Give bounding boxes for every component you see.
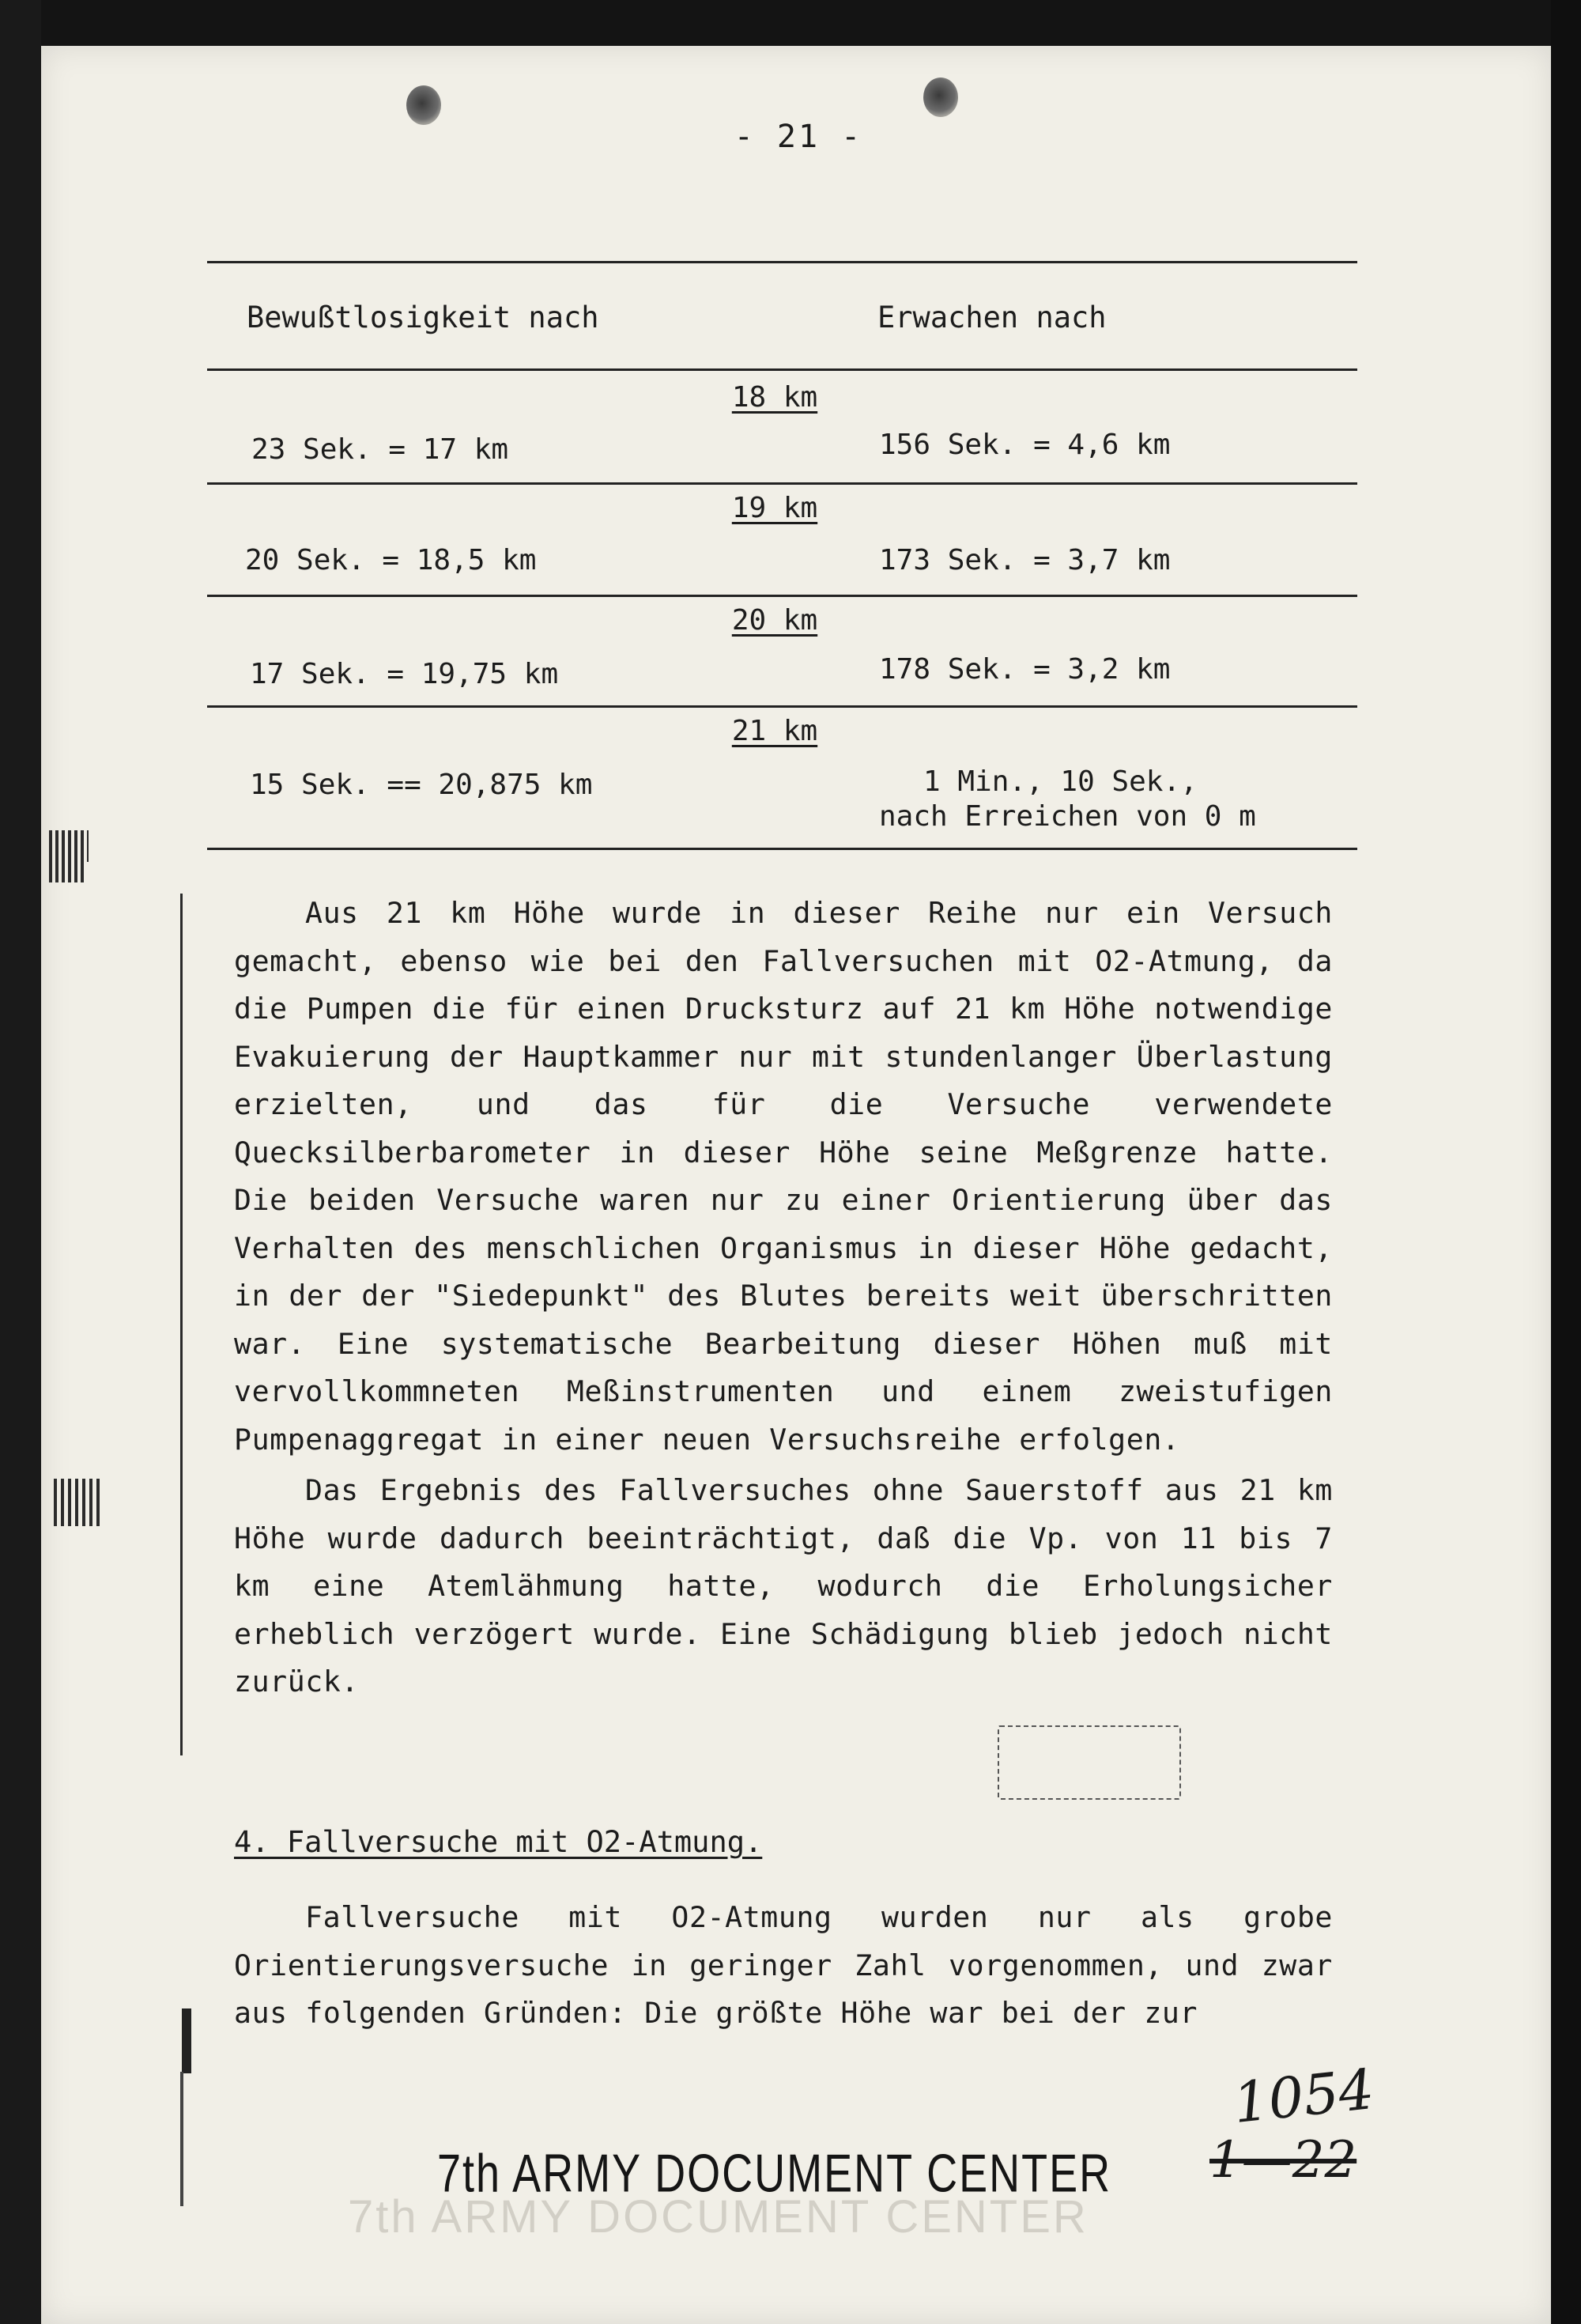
row-20km-unconscious: 17 Sek. = 19,75 km [250, 658, 559, 690]
margin-scratch-1 [49, 830, 89, 862]
binder-right [1551, 0, 1581, 2324]
row-21km-unconscious: 15 Sek. == 20,875 km [250, 769, 593, 801]
margin-bracket [180, 894, 183, 1755]
row-20km-awake: 178 Sek. = 3,2 km [879, 653, 1171, 686]
altitude-20km: 20 km [731, 604, 818, 637]
section-heading: 4. Fallversuche mit O2-Atmung. [234, 1825, 763, 1859]
margin-scratch-2 [49, 862, 85, 882]
row-18km-unconscious: 23 Sek. = 17 km [251, 433, 509, 466]
altitude-21km: 21 km [731, 715, 818, 747]
paragraph-result: Das Ergebnis des Fallversuches ohne Sauerstoff aus 21 km Höhe wurde dadurch beeinträchtigt, daß die Vp. von 11 bis 7 km eine Atemlähmung hatte, wodurch die Erholungsicher erheblich verzögert wurde. Eine Schädigung blieb jedoch nicht zurück. [234, 1473, 1333, 1699]
margin-line [180, 2072, 183, 2206]
row-18km-awake: 156 Sek. = 4,6 km [879, 429, 1171, 461]
row-19km-unconscious: 20 Sek. = 18,5 km [245, 544, 537, 576]
binder-left [0, 0, 41, 2324]
header-unconsciousness: Bewußtlosigkeit nach [247, 300, 599, 334]
row-19km-awake: 173 Sek. = 3,7 km [879, 544, 1171, 576]
margin-bar [182, 2008, 191, 2073]
punch-hole-left [406, 85, 441, 125]
margin-scratch-3 [54, 1479, 101, 1526]
page-number: - 21 - [734, 119, 863, 155]
table-header-rule [207, 368, 1357, 371]
altitude-18km: 18 km [731, 381, 818, 414]
body-text-block [234, 890, 1333, 1706]
header-awakening: Erwachen nach [877, 300, 1107, 334]
paragraph-pressure-drop: Aus 21 km Höhe wurde in dieser Reihe nur ein Versuch gemacht, ebenso wie bei den Fallversuchen mit O2-Atmung, da die Pumpen die für einen Drucksturz auf 21 km Höhe notwendige Evakuierung der Hauptkammer nur mit stundenlanger Überlastung erzielten, und das für die Versuche verwendete Quecksilberbarometer in dieser Höhe seine Meßgrenze hatte. Die beiden Versuche waren nur zu einer Orientierung über das Verhalten des menschlichen Organismus in dieser Höhe gedacht, in der der "Siedepunkt" des Blutes bereits weit überschritten war. Eine systematische Bearbeitung dieser Höhen muß mit vervollkommneten Meßinstrumenten und einem zweistufigen Pumpenaggregat in einer neuen Versuchsreihe erfolgen. [234, 896, 1333, 1457]
table-bottom-rule [207, 848, 1357, 850]
stamp-ghost: 7th ARMY DOCUMENT CENTER [348, 2191, 1089, 2243]
rule-18km [207, 482, 1357, 485]
paragraph-o2-drop: Fallversuche mit O2-Atmung wurden nur als grobe Orientierungsversuche in geringer Zahl vorgenommen, und zwar aus folgenden Gründen: Die größte Höhe war bei der zur [234, 1900, 1333, 2030]
section-body [234, 1894, 1333, 2038]
page-code: 1—22 [1209, 2131, 1357, 2190]
signature-mark [998, 1725, 1181, 1800]
rule-19km [207, 595, 1357, 597]
rule-20km [207, 705, 1357, 708]
row-21km-awake-line1: 1 Min., 10 Sek., [923, 765, 1198, 798]
document-center-stamp: 7th ARMY DOCUMENT CENTER [437, 2144, 1112, 2204]
handwritten-number: 1054 [1230, 2056, 1377, 2137]
punch-hole-right [923, 77, 958, 117]
row-21km-awake-line2: nach Erreichen von 0 m [879, 800, 1256, 833]
table-top-rule [207, 261, 1357, 263]
altitude-19km: 19 km [731, 492, 818, 524]
